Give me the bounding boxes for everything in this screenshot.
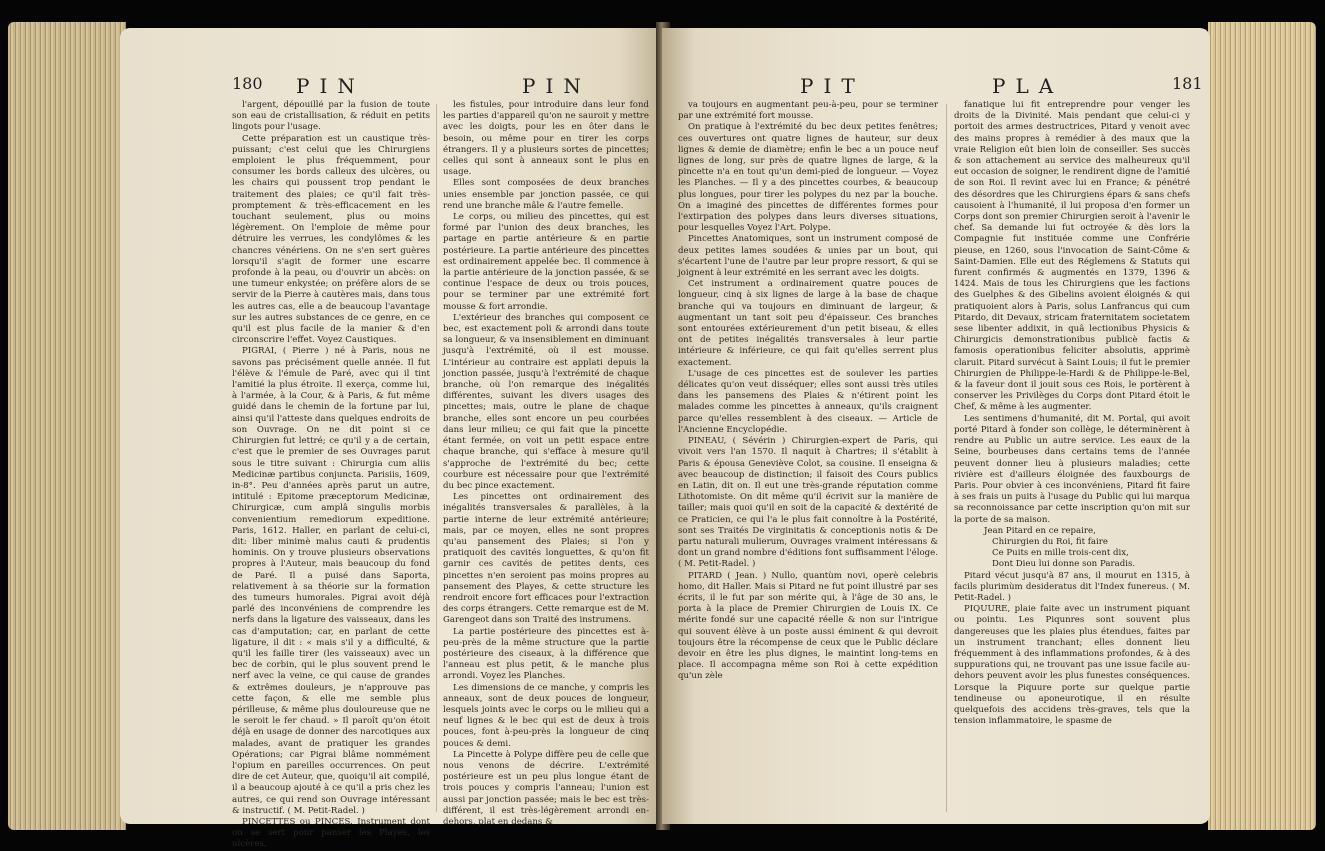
- left-page: [120, 28, 662, 850]
- paragraph: PIQUURE, plaie faite avec un instrument piquant ou pointu. Les Piqunres sont souvent plus dangereuses que les plaies plus étendues, faites par un instrument tranchant; elles donnent lieu fréquemment à des inflammations profondes, & à des suppurations qui, ne trouvant pas une issue facile au-dehors peuvent avoir les plus funestes conséquences. Lorsque la Piquure porte sur quelque partie tendineuse ou aponeurotique, il en résulte quelquefois des accidens très-graves, tels que la tension inflammatoire, le spasme de: [954, 604, 1190, 727]
- paragraph: La Pincette à Polype diffère peu de celle que nous venons de décrire. L'extrémité postérieure est un peu plus longue étant de trois pouces y compris l'anneau; l'union est aussi par jonction passée; mais le bec est très-différent, il est très-légèrement arrondi en-dehors, plat en dedans &: [443, 749, 649, 827]
- verse-line: Jean Pitard en ce repaire,: [984, 525, 1096, 536]
- paragraph: Pincettes Anatomiques, sont un instrument composé de deux petites lames soudées & unies par un bout, qui s'écartent l'une de l'autre par leur propre ressort, & qui se joignent à leur extrémité en les serrant avec les doigts.: [678, 234, 938, 279]
- text-column-2: [443, 100, 649, 827]
- column-rule: [436, 104, 437, 812]
- paragraph: PITARD ( Jean. ) Nullo, quantùm novi, operè celebris homo, dit Haller. Mais si Pitard ne fut point illustré par ses écrits, il le fut par son mérite qui, à l'âge de 30 ans, le porta à la place de Premier Chirurgien de Louis IX. Ce mérite fondé sur une capacité réelle & non sur l'intrigue qui souvent élève à un poste aussi éminent & qui devroit toujours être la récompense de ceux que le Public déclare devoir en être les plus dignes, le maintint long-tems en place. Il accompagna même son Roi à cette expédition qu'un zèle: [678, 570, 938, 682]
- right-page: [662, 28, 1210, 824]
- paragraph: les fistules, pour introduire dans leur fond les parties d'appareil qu'on ne sauroit y mettre avec les doigts, pour les en ôter dans le besoin, ou même pour en tirer les corps étrangers. Il y a plusieurs sortes de pincettes; celles qui sont à anneaux sont le plus en usage.: [443, 100, 649, 178]
- paragraph: fanatique lui fit entreprendre pour venger les droits de la Divinité. Mais pendant que celui-ci y portoit des armes destructrices, Pitard y venoit avec des mains propres à remédier à des maux que la vraie Religion eût bien loin de conseiller. Ses succès & son attachement au service des malheureux qu'il eut occasion de soigner, le rendirent digne de l'amitié de son Roi. Il revint avec lui en France; & pénétré des désordres que les Chirurgiens épars & sans chefs causoient à l'humanité, il lui proposa d'en former un Corps dont son premier Chirurgien seroit à l'avenir le chef. Sa demande lui fut octroyée & dès lors la Compagnie fut instituée comme une Confrérie pieuse, en 1260, sous l'invocation de Saint-Côme & Saint-Damien. Elle eut des Réglemens & Statuts qui furent confirmés & augmentés en 1379, 1396 & 1424. Mais de tous les Chirurgiens que les factions des Guelphes & des Gibelins avoient éloignés & qui pratiquoient alors à Paris, solus Lanfrancus qui cum Pitardo, dit Devaux, stricam fraternitatem societatem sese libenter addixit, in quâ lectionibus Physicis & Chirurgicis demonstrationibus publicè factis & famosis operationibus feliciter absolutis, apprimè claruit. Pitard survécut à Saint Louis; il fut le premier Chirurgien de Philippe-le-Hardi & de Philippe-le-Bel, & la faveur dont il jouit sous ces Rois, le portèrent à conserver les Privilèges du Corps dont Pitard étoit le Chef, & même à les augmenter.: [954, 100, 1190, 413]
- paragraph: Cette préparation est un caustique très-puissant; c'est celui que les Chirurgiens emploient le plus fréquemment, pour consumer les bords calleux des ulcères, ou les chairs qui poussent trop pendant le traitement des plaies; ce qu'il fait très-promptement & très-efficacement en les touchant seulement, plus ou moins légèrement. On l'emploie de même pour détruire les verrues, les condylômes & les chancres vénériens. On ne s'en sert guères lorsqu'il s'agit de former une escarre profonde à la peau, ou d'ouvrir un abcès: on une tumeur enkystée; on préfère alors de se servir de la Pierre à cautères mais, dans tous les autres cas, elle a de beaucoup l'avantage sur les autres substances de ce genre, en ce qu'il est plus facile de la manier & d'en circonscrire l'effet. Voyez Caustiques.: [232, 133, 430, 346]
- running-head: PIN: [522, 74, 591, 98]
- page-number: 180: [232, 74, 263, 93]
- page-edges-right: [1208, 22, 1316, 830]
- running-head: PLA: [992, 74, 1064, 98]
- text-column-1: [678, 100, 938, 816]
- paragraph: PINEAU, ( Sévérin ) Chirurgien-expert de Paris, qui vivoit vers l'an 1570. Il naquit à Chartres; il s'établit à Paris & épousa Geneviève Colot, sa cousine. Il enseigna & avec beaucoup de distinction; il faisoit des Cours publics en Latin, dit on. Il eut une très-grande réputation comme Lithotomiste. On dit même qu'il écrivit sur la manière de tailler; mais quoi qu'il en soit de la capacité & dextérité de ce Praticien, ce qui l'a le plus fait connoître à la Postérité, sont ses Traités De virginitatis & conceptionis notis & De partu naturali mulierum, Ouvrages vraiment intéressans & dont un grand nombre d'éditions font suffisamment l'éloge. ( M. Petit-Radel. ): [678, 436, 938, 570]
- text-column-1: [232, 100, 430, 850]
- verse-line: Dont Dieu lui donne son Paradis.: [992, 559, 1136, 570]
- paragraph: La partie postérieure des pincettes est à-peu-près de la même structure que la partie postérieure des ciseaux, à la différence que l'anneau est plus petit, & le manche plus arrondi. Voyez les Planches.: [443, 626, 649, 682]
- paragraph: L'extérieur des branches qui composent ce bec, est exactement poli & arrondi dans toute sa longueur, & va insensiblement en diminuant jusqu'à l'extrémité, où il est mousse. L'intérieur au contraire est applati depuis la jonction passée, jusqu'à l'extrémité de chaque branche, où l'on remarque des inégalités différentes, suivant les divers usages des pincettes; mais, outre le plane de chaque branche, elles sont encore un peu courbées dans leur milieu; ce qui fait que la pincette étant fermée, on voit un petit espace entre chaque branche, qui s'efface à mesure qu'il s'approche de l'extrémité du bec; cette courbure est nécessaire pour que l'extrémité du bec pince exactement.: [443, 312, 649, 491]
- paragraph: PINCETTES ou PINCES. Instrument dont on se sert pour panser les Playes, les ulcères,: [232, 817, 430, 850]
- page-edges-left: [8, 22, 126, 830]
- paragraph: On pratique à l'extrémité du bec deux petites fenêtres; ces ouvertures ont quatre lignes de hauteur, sur deux lignes & demie de diamètre; enfin le bec a un pouce neuf lignes de long, sur près de quatre lignes de large, & la pincette n'a en tout qu'un demi-pied de longueur. — Voyez les Planches. — Il y a des pincettes courbes, & beaucoup plus longues, pour tirer les polypes du nez par la bouche. On a imaginé des pincettes de différentes formes pour l'extirpation des polypes dans leurs diverses situations, pour lesquelles Voyez l'Art. Polype.: [678, 122, 938, 234]
- paragraph: Le corps, ou milieu des pincettes, qui est formé par l'union des deux branches, les partage en partie antérieure & en partie postérieure. La partie antérieure des pincettes est ordinairement appelée bec. Il commence à la partie antérieure de la jonction passée, & se continue l'espace de deux ou trois pouces, pour se terminer par une extrémité fort mousse & fort arrondie.: [443, 212, 649, 312]
- page-number: 181: [1172, 74, 1203, 93]
- left-page-columns: [120, 100, 662, 850]
- paragraph: va toujours en augmentant peu-à-peu, pour se terminer par une extrémité fort mousse.: [678, 100, 938, 122]
- paragraph: L'usage de ces pincettes est de soulever les parties délicates qu'on veut disséquer; elles sont aussi très utiles dans les pansemens des Plaies & n'étirent point les malades comme les pincettes à anneaux, qu'ils craignent parce qu'elles ressemblent à des ciseaux. — Article de l'Ancienne Encyclopédie.: [678, 368, 938, 435]
- text-column-2: [954, 100, 1190, 816]
- running-head: PIT: [800, 74, 865, 98]
- paragraph: Les sentimens d'humanité, dit M. Portal, qui avoit porté Pitard à fonder son collège, le déterminèrent à rendre au Public un autre service. Les eaux de la Seine, bourbeuses dans certains tems de l'année peuvent donner lieu à plusieurs maladies; cette rivière est d'ailleurs éloignée des fauxbourgs de Paris. Pour obvier à ces inconvéniens, Pitard fit faire à ses frais un puits à l'usage du Public qui lui marqua sa reconnoissance par cette inscription qu'on mit sur la porte de sa maison.: [954, 413, 1190, 525]
- verse-line: Chirurgien du Roi, fit faire: [992, 536, 1108, 547]
- right-page-columns: [662, 100, 1210, 816]
- paragraph: Pitard vécut jusqu'à 87 ans, il mourut en 1315, à facils plurimùm desideratus dit l'Index funereus. ( M. Petit-Radel. ): [954, 570, 1190, 603]
- paragraph: Elles sont composées de deux branches unies ensemble par jonction passée, ce qui rend une branche mâle & l'autre femelle.: [443, 178, 649, 211]
- paragraph: Les dimensions de ce manche, y compris les anneaux, sont de deux pouces de longueur, lesquels joints avec le corps ou le milieu qui a neuf lignes & le bec qui est de deux à trois pouces, font à-peu-près la longueur de cinq pouces & demi.: [443, 682, 649, 749]
- paragraph: PIGRAI, ( Pierre ) né à Paris, nous ne savons pas précisément quelle année. Il fut l'élève & l'émule de Paré, avec qui il tint l'amitié la plus étroite. Il exerça, comme lui, à l'armée, à la Cour, & à Paris, & fut même guidé dans le chemin de la fortune par lui, ainsi qu'il l'atteste dans quelques endroits de son Ouvrage. On ne dit point si ce Chirurgien fut lettré; ce qu'il y a de certain, c'est que le premier de ses Ouvrages parut sous le titre suivant : Chirurgia cum aliis Medicinæ partibus conjuncta. Parisiis, 1609, in-8°. Peu d'années après parut un autre, intitulé : Epitome præceptorum Medicinæ, Chirurgicæ, cum amplâ singulis morbis convenientium remediorum expeditione. Paris, 1612. Haller, en parlant de celui-ci, dit: liber minimè malus cauti & prudentis hominis. On y trouve plusieurs observations propres à l'Auteur, mais beaucoup du fond de Paré. Il a puisé dans Saporta, relativement à sa théorie sur la formation des tumeurs humorales. Pigrai avoit déjà parlé des inconvéniens de comprendre les nerfs dans la ligature des vaisseaux, dans les cas d'amputation; car, en parlant de cette ligature, il dit : « mais s'il y a difficulté, & qu'il les faille tirer (les vaisseaux) avec un bec de corbin, qui le plus souvent prend le nerf avec la veine, ce qui cause de grandes & extrêmes douleurs, je n'approuve pas cette façon, & elle me semble plus périlleuse, & même plus douloureuse que ne le seroit le fer chaud. » Il paroît qu'on étoit déjà en usage de donner des narcotiques aux malades, avant de pratiquer les grandes Opérations; car Pigrai blâme nommément l'opium en pareilles occurrences. On peut dire de cet Auteur, que, quoiqu'il ait compilé, il a beaucoup ajouté à ce qu'il a pris chez les autres, ce qui rend son Ouvrage intéressant & instructif. ( M. Petit-Radel. ): [232, 346, 430, 816]
- paragraph: Cet instrument a ordinairement quatre pouces de longueur, cinq à six lignes de large à la base de chaque branche qui va toujours en diminuant de largeur, & augmentant un tant soit peu d'épaisseur. Ces branches sont entourées extérieurement d'un petit biseau, & elles ont de petites inégalités transversales à leur partie intérieure & inférieure, ce qui fait qu'elles serrent plus exactement.: [678, 279, 938, 368]
- paragraph: Les pincettes ont ordinairement des inégalités transversales & parallèles, à la partie interne de leur extrémité antérieure; mais, par ce moyen, elles ne sont propres qu'au pansement des Plaies; si l'on y pratiquoit des cavités longuettes, & qu'on fit garnir ces cavités de petites dents, ces pincettes n'en seroient pas moins propres au pansement des Playes, & cette structure les rendroit encore fort efficaces pour l'extraction des corps étrangers. Cette remarque est de M. Garengeot dans son Traité des instrumens.: [443, 492, 649, 626]
- running-head: PIN: [296, 74, 365, 98]
- verse-line: Ce Puits en mille trois-cent dix,: [992, 548, 1129, 559]
- column-rule: [946, 104, 947, 812]
- paragraph: l'argent, dépouillé par la fusion de toute son eau de cristallisation, & réduit en petits lingots pour l'usage.: [232, 100, 430, 133]
- open-book: [8, 22, 1316, 850]
